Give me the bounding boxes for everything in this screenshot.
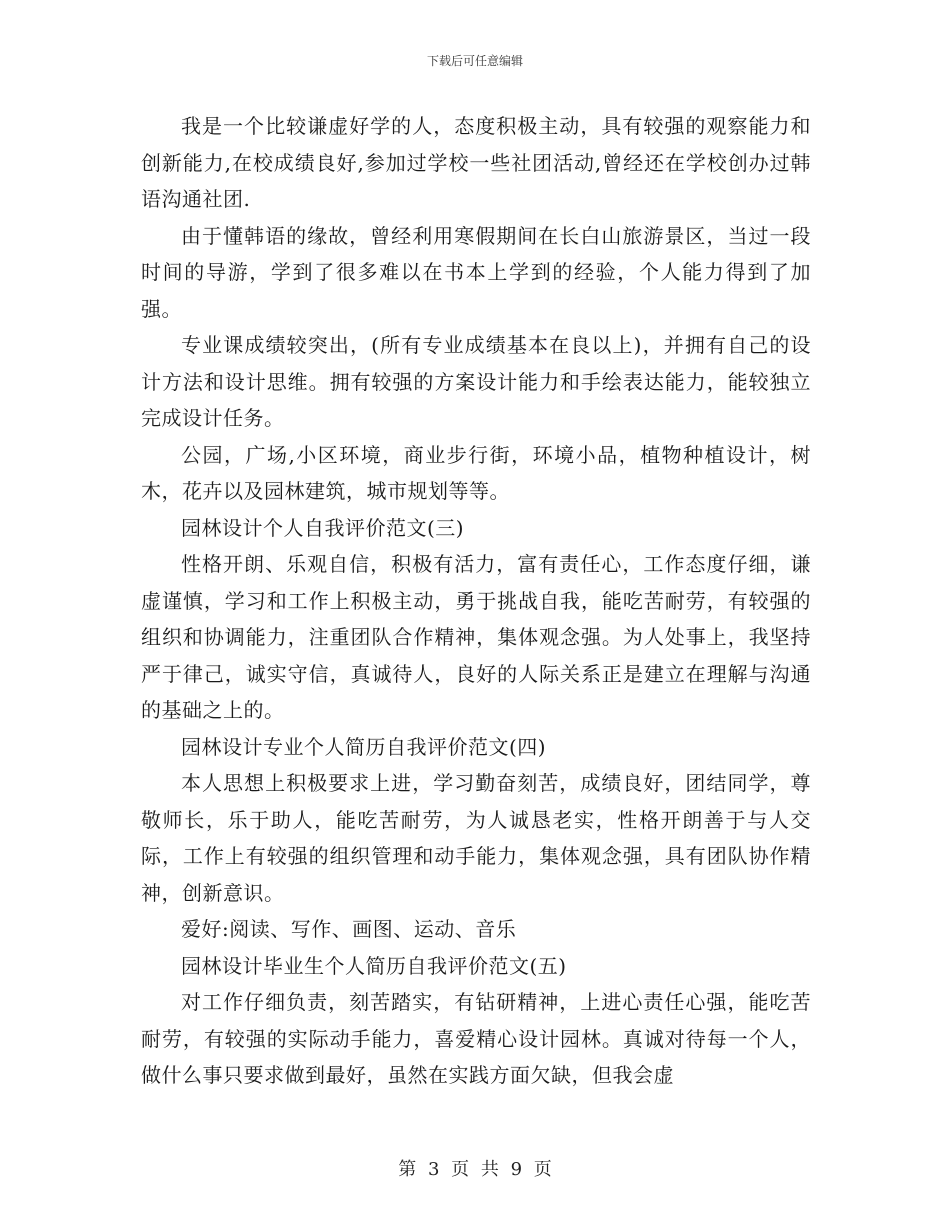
section-heading-5: 园林设计毕业生个人简历自我评价范文(五): [181, 953, 567, 978]
paragraph-3: 专业课成绩较突出，(所有专业成绩基本在良以上)，并拥有自己的设计方法和设计思维。拥有较强的方案设计能力和手绘表达能力，能较独立完成设计任务。: [141, 333, 811, 430]
section-heading-3: 园林设计个人自我评价范文(三): [181, 515, 465, 540]
paragraph-1: 我是一个比较谦虚好学的人，态度积极主动，具有较强的观察能力和创新能力,在校成绩良好,参加过学校一些社团活动,曾经还在学校创办过韩语沟通社团.: [141, 114, 811, 211]
page-header: 下载后可任意编辑: [426, 54, 523, 68]
section-heading-4: 园林设计专业个人简历自我评价范文(四): [181, 734, 547, 759]
paragraph-2: 由于懂韩语的缘故，曾经利用寒假期间在长白山旅游景区，当过一段时间的导游，学到了很多难以在书本上学到的经验，个人能力得到了加强。: [141, 223, 811, 321]
paragraph-4: 公园，广场,小区环境，商业步行街，环境小品，植物种植设计，树木，花卉以及园林建筑，城市规划等等。: [141, 442, 811, 503]
page-number: 第 3 页 共 9 页: [398, 1159, 552, 1180]
paragraph-7: 对工作仔细负责，刻苦踏实，有钻研精神，上进心责任心强，能吃苦耐劳，有较强的实际动手能力，喜爱精心设计园林。真诚对待每一个人，做什么事只要求做到最好，虽然在实践方面欠缺，但我会虚: [141, 990, 811, 1087]
paragraph-6: 本人思想上积极要求上进，学习勤奋刻苦，成绩良好，团结同学，尊敬师长，乐于助人，能吃苦耐劳，为人诚恳老实，性格开朗善于与人交际，工作上有较强的组织管理和动手能力，集体观念强，具有团队协作精神，创新意识。: [141, 771, 811, 905]
document-body: [141, 108, 811, 1094]
paragraph-5: 性格开朗、乐观自信，积极有活力，富有责任心，工作态度仔细，谦虚谨慎，学习和工作上积极主动，勇于挑战自我，能吃苦耐劳，有较强的组织和协调能力，注重团队合作精神，集体观念强。为人处事上，我坚持严于律己，诚实守信，真诚待人，良好的人际关系正是建立在理解与沟通的基础之上的。: [141, 552, 811, 722]
hobbies-line: 爱好:阅读、写作、画图、运动、音乐: [181, 917, 517, 941]
